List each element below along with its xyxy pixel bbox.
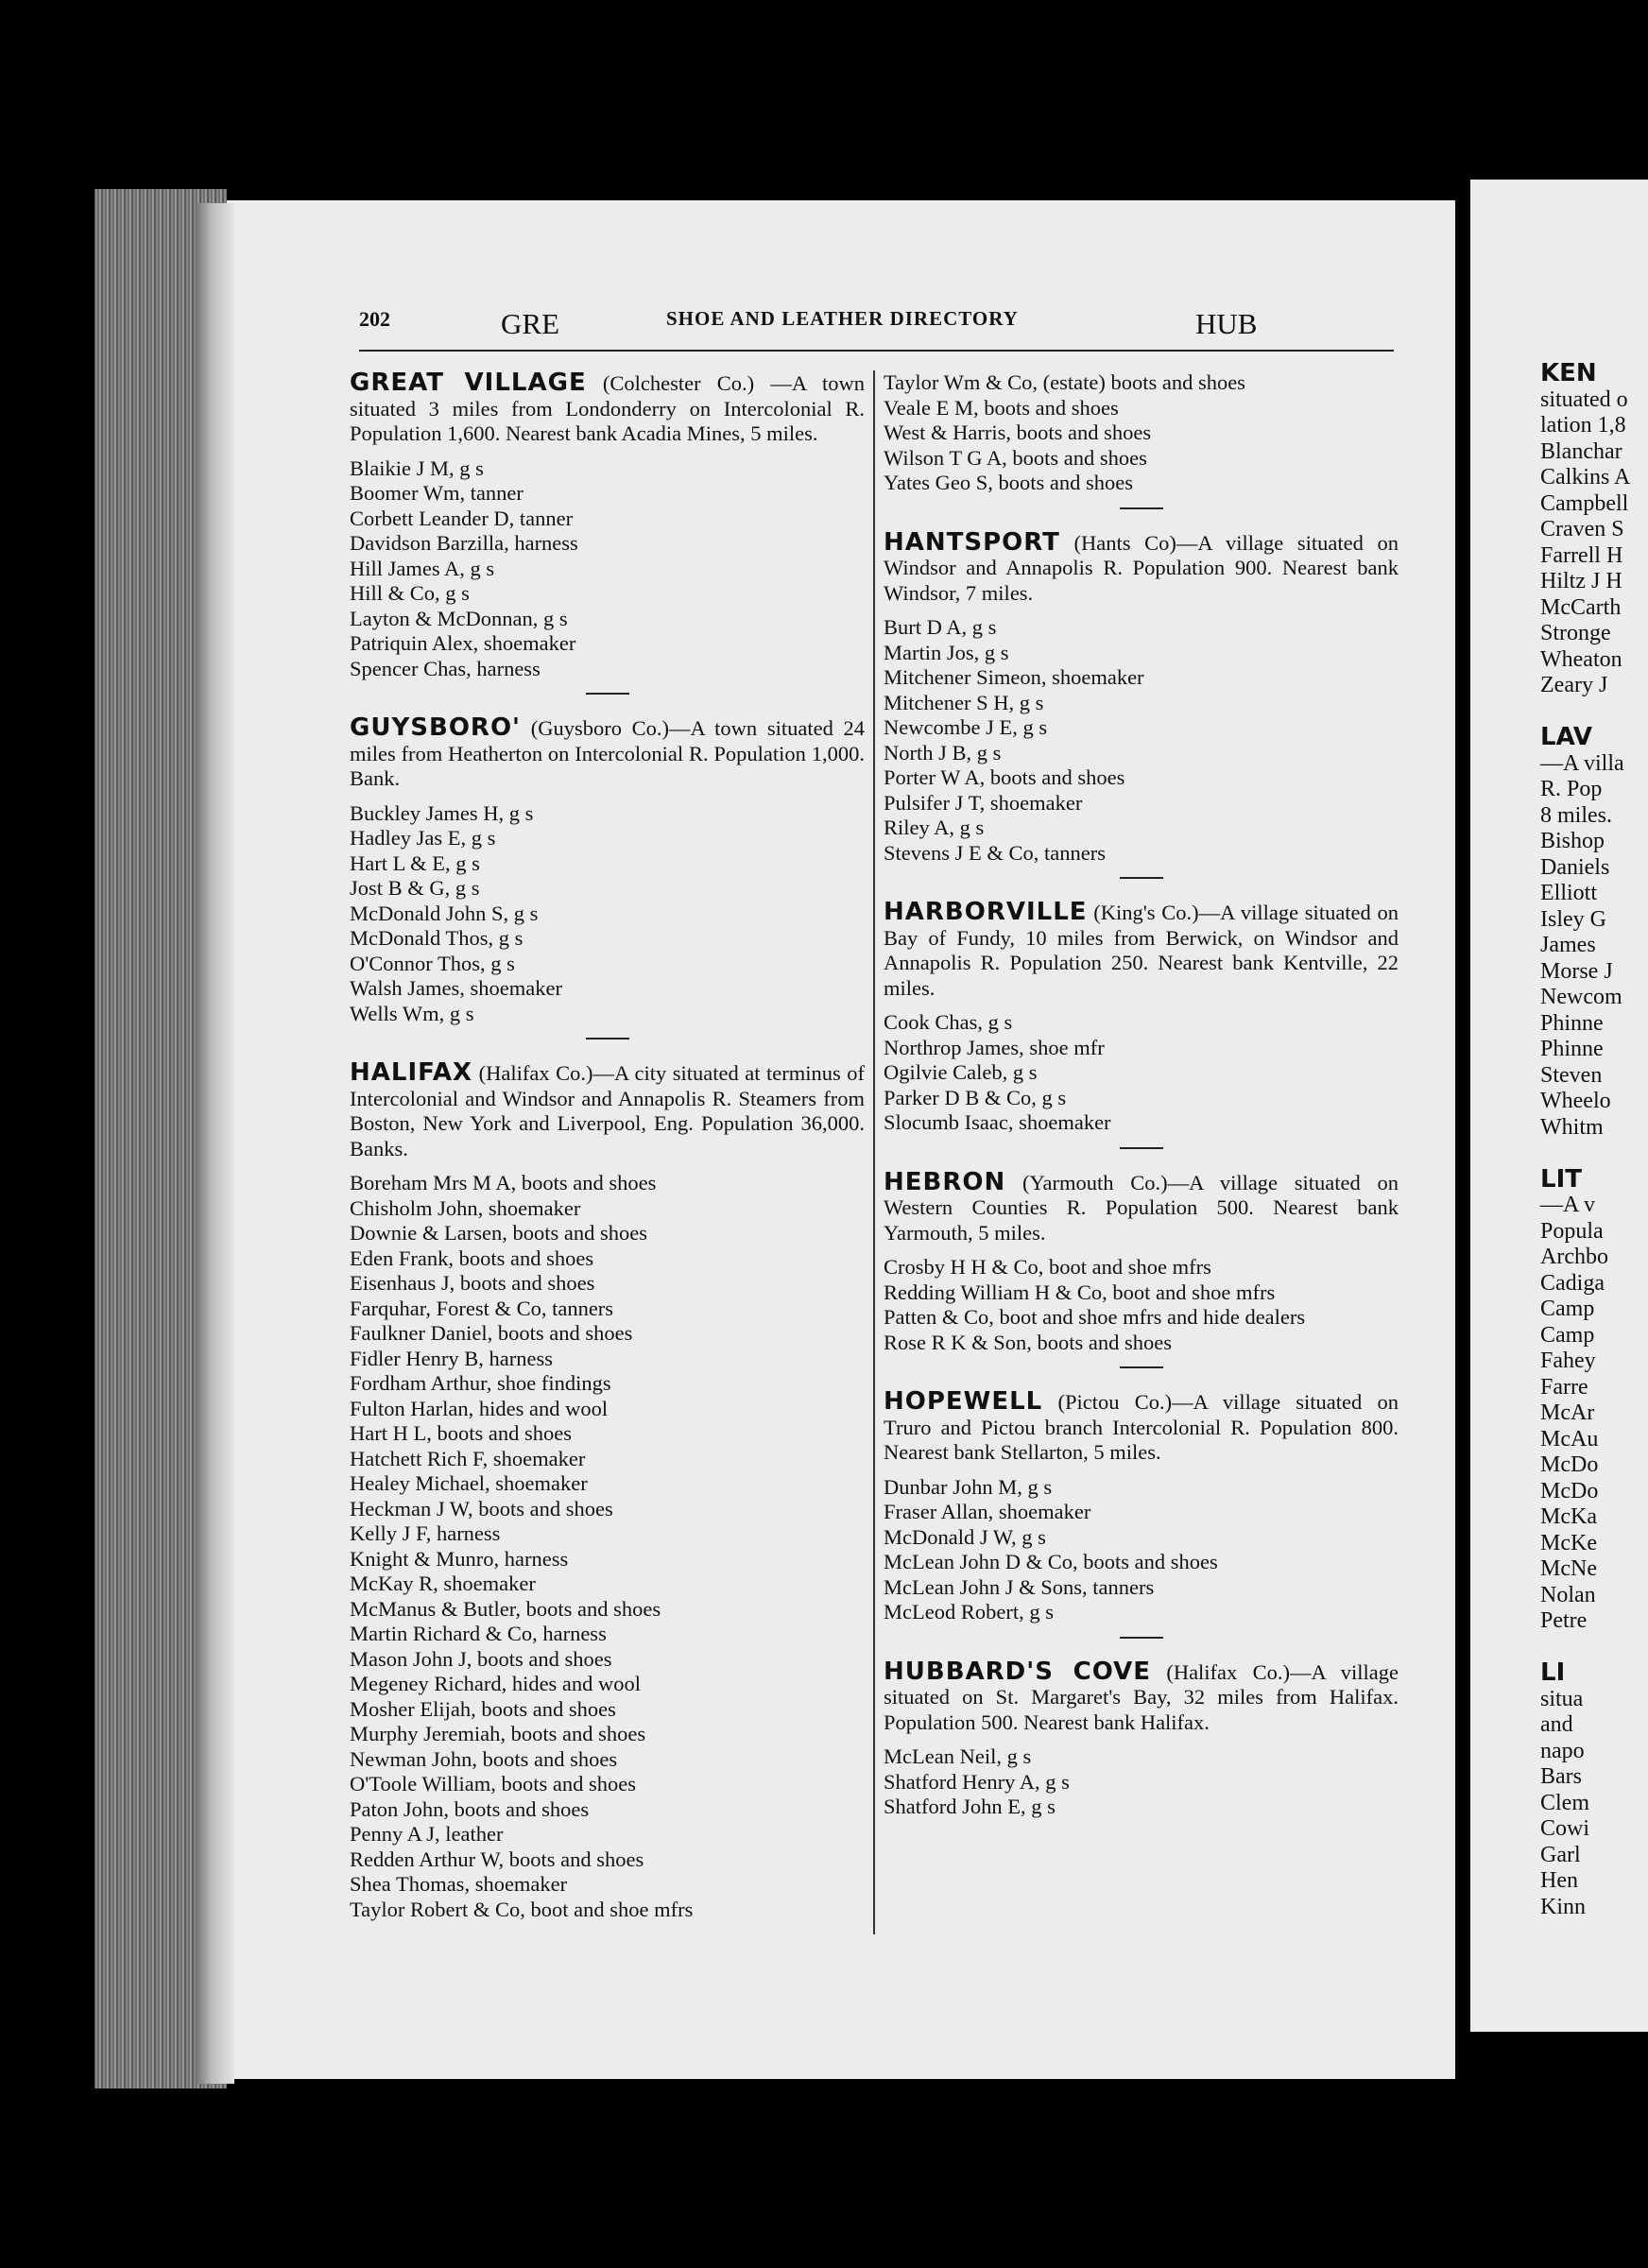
town-entry-header	[884, 1389, 1399, 1466]
town-description: (King's Co.)—A village situated on Bay of Fundy, 10 miles from Berwick, on Windsor and Annapolis R. Population 250. Nearest bank Kentville, 22 miles.	[884, 901, 1399, 1000]
right-page-text-fragment: Campbell	[1540, 490, 1629, 516]
business-listing: Walsh James, shoemaker	[350, 976, 562, 1000]
right-page-text-fragment: Petre	[1540, 1608, 1588, 1633]
section-separator	[586, 1038, 629, 1040]
town-entry-header	[884, 1167, 1399, 1246]
business-listing: Knight & Munro, harness	[350, 1546, 569, 1571]
business-listing: Patten & Co, boot and shoe mfrs and hide dealers	[884, 1305, 1306, 1329]
right-page-text-fragment: Archbo	[1540, 1245, 1608, 1269]
business-listing: Downie & Larsen, boots and shoes	[350, 1221, 647, 1245]
business-listing: McLean John D & Co, boots and shoes	[884, 1550, 1218, 1573]
business-listing: Fulton Harlan, hides and wool	[350, 1396, 609, 1420]
right-page-text-fragment: Phinne	[1540, 1037, 1604, 1061]
business-listing: Chisholm John, shoemaker	[350, 1195, 581, 1220]
business-listing: Veale E M, boots and shoes	[884, 395, 1119, 420]
business-listing: Penny A J, leather	[350, 1822, 504, 1846]
business-listing: Taylor Wm & Co, (estate) boots and shoes	[884, 370, 1245, 394]
right-page-text-fragment: Blanchar	[1540, 438, 1622, 464]
town-entry-header	[884, 900, 1399, 1001]
right-page-text-fragment: McDo	[1540, 1478, 1599, 1503]
right-page-text-fragment: McAu	[1540, 1426, 1599, 1452]
right-page-text-fragment: Hen	[1540, 1868, 1578, 1893]
town-description: (Halifax Co.)—A village situated on St. Margaret's Bay, 32 miles from Halifax. Population 500. Nearest bank Halifax.	[884, 1659, 1399, 1734]
town-entry-header	[350, 1060, 865, 1161]
directory-title: SHOE AND LEATHER DIRECTORY	[666, 307, 1019, 330]
right-page-text-fragment: Steven	[1540, 1062, 1603, 1088]
business-listing: Shatford John E, g s	[884, 1795, 1056, 1818]
business-listing: Corbett Leander D, tanner	[350, 506, 574, 530]
right-page-text-fragment: KEN	[1540, 359, 1597, 387]
town-description: (Pictou Co.)—A village situated on Truro and Pictou branch Intercolonial R. Population 800. Nearest bank Stellarton, 5 miles.	[884, 1390, 1399, 1464]
town-name: GREAT VILLAGE	[350, 369, 587, 397]
right-page-text-fragment: situated o	[1540, 387, 1628, 412]
right-page-text-fragment: McAr	[1540, 1400, 1595, 1425]
right-page-text-fragment: Newcom	[1540, 985, 1622, 1009]
right-page-text-fragment: Garl	[1540, 1842, 1581, 1867]
right-page-text-fragment: LI	[1540, 1658, 1566, 1687]
town-name: GUYSBORO'	[350, 713, 522, 742]
right-page-text-fragment: Popula	[1540, 1218, 1604, 1244]
section-separator	[1120, 507, 1163, 509]
right-page-text-fragment: Stronge	[1540, 621, 1611, 645]
business-listing: McDonald Thos, g s	[350, 926, 524, 950]
right-page-text-fragment: LIT	[1540, 1164, 1582, 1194]
business-listing: Cook Chas, g s	[884, 1010, 1013, 1034]
business-listing: Hart H L, boots and shoes	[350, 1421, 572, 1445]
right-page-text-fragment: Camp	[1540, 1297, 1595, 1321]
right-page-text-fragment: Calkins A	[1540, 465, 1631, 490]
business-listing: Paton John, boots and shoes	[350, 1796, 590, 1821]
right-page-text-fragment: —A v	[1540, 1193, 1596, 1217]
right-page-text-fragment: Cadiga	[1540, 1270, 1605, 1296]
business-listing: Patriquin Alex, shoemaker	[350, 631, 576, 655]
section-separator	[1120, 1147, 1163, 1149]
right-page-text-fragment: Bars	[1540, 1764, 1582, 1789]
right-page-text-fragment	[1540, 699, 1630, 726]
business-listing: Burt D A, g s	[884, 615, 997, 639]
business-listing: McLean John J & Sons, tanners	[884, 1574, 1155, 1599]
right-page-text-fragment: Cowi	[1540, 1816, 1590, 1841]
left-column	[350, 370, 865, 1922]
right-page-text-fragment: Camp	[1540, 1322, 1595, 1348]
business-listing: McLeod Robert, g s	[884, 1600, 1054, 1624]
right-page-text-fragment: Phinne	[1540, 1010, 1604, 1036]
business-listing: Hill James A, g s	[350, 556, 495, 580]
right-page-text-fragment: McKa	[1540, 1504, 1597, 1529]
town-description: (Halifax Co.)—A city situated at terminus of Intercolonial and Windsor and Annapolis R. Steamers from Boston, New York and Liverpool, Eng. Population 36,000. Banks.	[350, 1061, 865, 1160]
business-listing: Kelly J F, harness	[350, 1521, 501, 1545]
business-listing: Layton & McDonnan, g s	[350, 606, 568, 630]
header-rule	[359, 350, 1394, 352]
business-listing: West & Harris, boots and shoes	[884, 421, 1152, 444]
business-listing: Hart L & E, g s	[350, 850, 480, 875]
section-separator	[1120, 877, 1163, 879]
section-separator	[1120, 1637, 1163, 1639]
business-listing: Riley A, g s	[884, 816, 985, 839]
town-entry-header	[884, 1659, 1399, 1736]
business-listing: Parker D B & Co, g s	[884, 1085, 1067, 1109]
business-listing: Healey Michael, shoemaker	[350, 1471, 588, 1495]
business-listing: O'Toole William, boots and shoes	[350, 1772, 637, 1796]
right-page-text-fragment: Wheelo	[1540, 1089, 1611, 1113]
right-page-text-fragment: Craven S	[1540, 517, 1624, 541]
right-page-text-fragment: napo	[1540, 1738, 1585, 1763]
business-listing: Newman John, boots and shoes	[350, 1746, 618, 1771]
right-page-text-fragment: Whitm	[1540, 1114, 1604, 1140]
town-description: (Yarmouth Co.)—A village situated on Western Counties R. Population 500. Nearest bank Yarmouth, 5 miles.	[884, 1170, 1399, 1245]
business-listing: Eden Frank, boots and shoes	[350, 1246, 594, 1270]
business-listing: Mitchener S H, g s	[884, 690, 1044, 714]
business-listing: Heckman J W, boots and shoes	[350, 1496, 613, 1521]
business-listing: Blaikie J M, g s	[350, 455, 484, 480]
book-gutter	[197, 203, 234, 2084]
right-page-text-fragment: Morse J	[1540, 958, 1613, 984]
town-name: HUBBARD'S COVE	[884, 1657, 1152, 1686]
business-listing: Yates Geo S, boots and shoes	[884, 471, 1133, 494]
business-listing: Farquhar, Forest & Co, tanners	[350, 1296, 614, 1320]
right-guide-word: HUB	[1195, 307, 1258, 340]
business-listing: McLean Neil, g s	[884, 1744, 1032, 1768]
town-description: (Colchester Co.) —A town situated 3 miles from Londonderry on Intercolonial R. Population 1,600. Nearest bank Acadia Mines, 5 miles.	[350, 371, 865, 445]
business-listing: Boomer Wm, tanner	[350, 481, 524, 505]
business-listing: Eisenhaus J, boots and shoes	[350, 1271, 595, 1295]
business-listing: McManus & Butler, boots and shoes	[350, 1596, 661, 1621]
right-column	[884, 370, 1399, 1820]
business-listing: Wells Wm, g s	[350, 1001, 474, 1025]
right-page-text-fragment: 8 miles.	[1540, 802, 1612, 828]
business-listing: Dunbar John M, g s	[884, 1474, 1053, 1499]
right-page-text-fragment: McNe	[1540, 1556, 1597, 1581]
right-page-text-fragment: Daniels	[1540, 854, 1610, 880]
town-description: (Hants Co)—A village situated on Windsor and Annapolis R. Population 900. Nearest bank Windsor, 7 miles.	[884, 530, 1399, 605]
right-page-text-fragment: Isley G	[1540, 906, 1606, 932]
right-page-text-fragment: Clem	[1540, 1790, 1589, 1815]
business-listing: Megeney Richard, hides and wool	[350, 1672, 642, 1695]
right-page-text-fragment: situa	[1540, 1686, 1584, 1711]
right-page-text-fragment: and	[1540, 1712, 1573, 1737]
right-page-text-fragment: Bishop	[1540, 829, 1605, 853]
business-listing: Slocumb Isaac, shoemaker	[884, 1110, 1111, 1134]
business-listing: Jost B & G, g s	[350, 876, 480, 900]
business-listing: Mosher Elijah, boots and shoes	[350, 1696, 616, 1721]
business-listing: Shatford Henry A, g s	[884, 1769, 1070, 1794]
business-listing: Mason John J, boots and shoes	[350, 1646, 612, 1671]
right-page-text-fragment: lation 1,8	[1540, 413, 1626, 438]
business-listing: Mitchener Simeon, shoemaker	[884, 665, 1144, 689]
business-listing: McDonald J W, g s	[884, 1524, 1046, 1549]
business-listing: Buckley James H, g s	[350, 800, 534, 825]
business-listing: Stevens J E & Co, tanners	[884, 840, 1106, 865]
town-entry-header	[884, 527, 1399, 607]
business-listing: McDonald John S, g s	[350, 901, 539, 925]
business-listing: Redden Arthur W, boots and shoes	[350, 1847, 644, 1871]
business-listing: Newcombe J E, g s	[884, 715, 1048, 739]
right-page-fragment	[1470, 180, 1648, 2032]
business-listing: North J B, g s	[884, 740, 1002, 765]
section-separator	[586, 693, 629, 695]
right-page-text-fragment: LAV	[1540, 723, 1593, 751]
right-page-text-fragment: McCarth	[1540, 594, 1622, 620]
right-page-text-fragment: Farrell H	[1540, 542, 1623, 568]
town-entry-header	[350, 715, 865, 792]
business-listing: Martin Jos, g s	[884, 640, 1009, 664]
business-listing: Fidler Henry B, harness	[350, 1346, 553, 1370]
right-page-text-fragment	[1540, 1635, 1630, 1661]
business-listing: O'Connor Thos, g s	[350, 951, 515, 975]
business-listing: Redding William H & Co, boot and shoe mfrs	[884, 1280, 1276, 1304]
business-listing: Martin Richard & Co, harness	[350, 1622, 607, 1645]
right-page-text-fragment: Wheaton	[1540, 646, 1622, 672]
business-listing: Fordham Arthur, shoe findings	[350, 1371, 611, 1395]
town-name: HARBORVILLE	[884, 898, 1088, 926]
right-page-text-fragment: —A villa	[1540, 750, 1624, 776]
town-name: HALIFAX	[350, 1058, 473, 1087]
right-page-text-fragment: Fahey	[1540, 1349, 1596, 1373]
business-listing: Boreham Mrs M A, boots and shoes	[350, 1171, 657, 1194]
business-listing: McKay R, shoemaker	[350, 1572, 536, 1595]
business-listing: Rose R K & Son, boots and shoes	[884, 1330, 1173, 1354]
page-number: 202	[359, 307, 390, 331]
business-listing: Pulsifer J T, shoemaker	[884, 790, 1083, 815]
town-name: HANTSPORT	[884, 527, 1060, 557]
running-head	[359, 307, 1399, 345]
right-page-text-fragment: McKe	[1540, 1530, 1597, 1555]
business-listing: Ogilvie Caleb, g s	[884, 1060, 1038, 1084]
business-listing: Hadley Jas E, g s	[350, 826, 496, 850]
business-listing: Faulkner Daniel, boots and shoes	[350, 1321, 633, 1345]
business-listing: Shea Thomas, shoemaker	[350, 1872, 568, 1896]
right-page-text-fragment: Hiltz J H	[1540, 569, 1622, 593]
right-page-text-fragment: R. Pop	[1540, 777, 1603, 801]
business-listing: Davidson Barzilla, harness	[350, 531, 578, 555]
right-page-text-fragment: Nolan	[1540, 1582, 1596, 1607]
right-page-text-fragment: Elliott	[1540, 881, 1597, 905]
business-listing: Crosby H H & Co, boot and shoe mfrs	[884, 1255, 1211, 1279]
business-listing: Fraser Allan, shoemaker	[884, 1500, 1091, 1523]
business-listing: Northrop James, shoe mfr	[884, 1035, 1105, 1059]
business-listing: Hatchett Rich F, shoemaker	[350, 1446, 586, 1470]
right-page-text-fragment: James	[1540, 933, 1596, 957]
town-name: HOPEWELL	[884, 1387, 1043, 1416]
right-page-text-fragment	[1540, 1141, 1630, 1167]
business-listing: Porter W A, boots and shoes	[884, 765, 1125, 789]
business-listing: Spencer Chas, harness	[350, 656, 541, 680]
business-listing: Wilson T G A, boots and shoes	[884, 445, 1147, 470]
left-guide-word: GRE	[501, 307, 559, 340]
town-name: HEBRON	[884, 1167, 1006, 1196]
business-listing: Hill & Co, g s	[350, 581, 470, 605]
right-page-text-fragment: Kinn	[1540, 1894, 1586, 1919]
town-entry-header	[350, 370, 865, 447]
section-separator	[1120, 1366, 1163, 1368]
column-divider	[873, 370, 875, 1934]
business-listing: Taylor Robert & Co, boot and shoe mfrs	[350, 1897, 694, 1921]
right-page-text-fragment: Farre	[1540, 1374, 1588, 1400]
right-page-text-fragment: Zeary J	[1540, 673, 1608, 697]
business-listing: Murphy Jeremiah, boots and shoes	[350, 1722, 646, 1745]
town-description: (Guysboro Co.)—A town situated 24 miles from Heatherton on Intercolonial R. Population 1,000. Bank.	[350, 716, 866, 790]
right-page-text-fragment: McDo	[1540, 1452, 1599, 1477]
